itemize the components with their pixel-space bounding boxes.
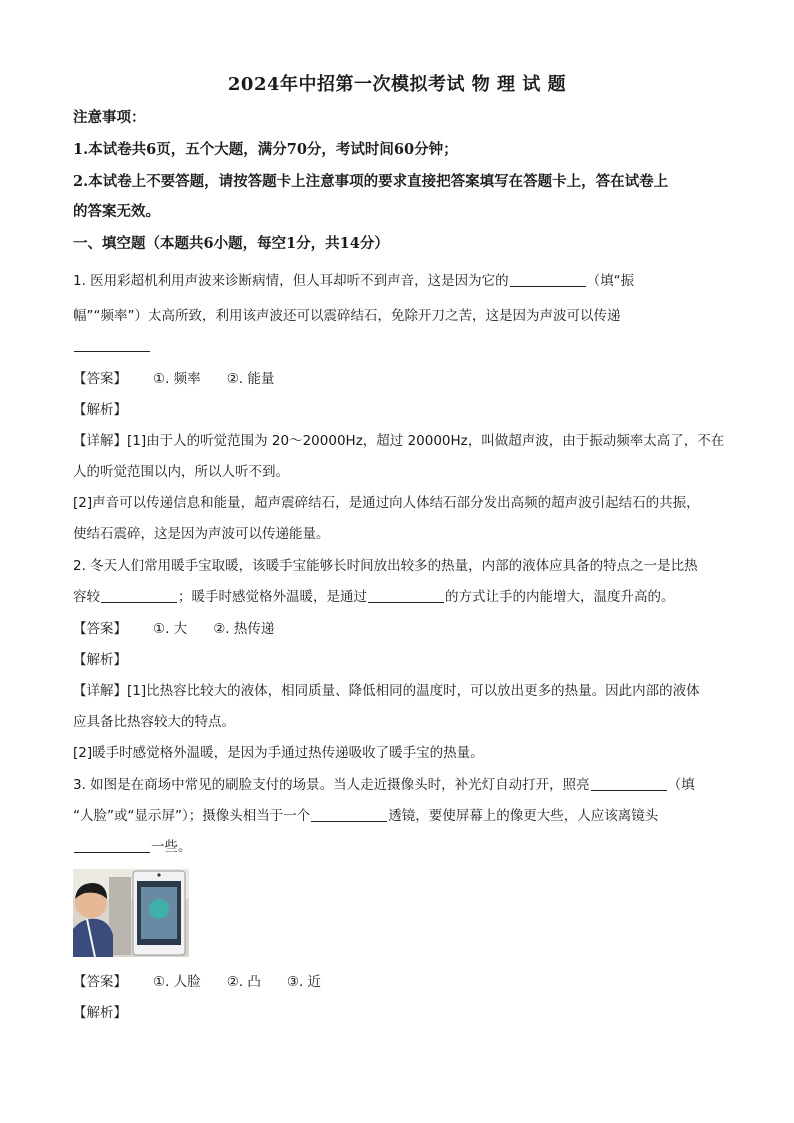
q3-answer-1: ①. 人脸 <box>153 974 201 990</box>
notice-heading: 注意事项： <box>73 109 146 126</box>
q2-text-b: ；暖手时感觉格外温暖，是通过 <box>178 589 367 605</box>
q3-line-2 <box>73 806 723 826</box>
q1-text-a: 1. 医用 <box>73 273 118 289</box>
q3-answer-2: ②. 凸 <box>226 974 261 990</box>
q2-detail-text-1: [1]比热容比较大的液体，相同质量、降低相同的温度时，可以放出更多的热量。因此内部的液体 <box>127 683 700 699</box>
face-payment-photo <box>73 869 189 957</box>
q2-detail-3: [2]暖手时感觉格外温暖，是因为手通过热传递吸收了暖手宝的热量。 <box>73 745 484 761</box>
exam-title: 2024年中招第一次模拟考试 物 理 试 题 <box>227 74 567 95</box>
answer-label: 【答案】 <box>73 974 127 990</box>
answer-blank <box>311 807 387 822</box>
q2-answer-1: ①. 大 <box>153 621 188 637</box>
q2-text-c: 的方式让手的内能增大，温度升高的。 <box>445 589 675 605</box>
answer-blank <box>74 337 150 352</box>
face-payment-illustration <box>73 869 189 957</box>
q1-detail-text-1: [1]由于人的听觉范围为 20～20000Hz，超过 20000Hz，叫做超声波，由于振动频率太高了，不在 <box>127 433 725 449</box>
q2-detail-1 <box>73 681 723 701</box>
q1-answer <box>73 369 723 389</box>
q2-line-2 <box>73 587 723 607</box>
q1-detail-1 <box>73 431 723 451</box>
q1-detail-2: 人的听觉范围以内，所以人听不到。 <box>73 464 289 480</box>
notice-line-1: 1.本试卷共6页，五个大题，满分70分，考试时间60分钟； <box>73 141 458 158</box>
q2-answer-2: ②. 热传递 <box>213 621 275 637</box>
q3-analysis-label: 【解析】 <box>73 1005 127 1021</box>
q2-text-a: 容较 <box>73 589 100 605</box>
detail-label: 【详解】 <box>73 683 127 699</box>
q2-answer <box>73 619 723 639</box>
q3-text-d: 透镜，要使屏幕上的像更大些，人应该离镜头 <box>388 808 659 824</box>
q3-text-a: 3. 如图是在商场中常见的刷脸支付的场景。当人走近摄像头时，补光灯自动打开，照亮 <box>73 777 590 793</box>
q3-line-3 <box>73 837 723 857</box>
q1-text-b: 彩超机利用声波来诊断病情，但人耳却听不到声音，这是因为它的 <box>117 273 509 289</box>
q1-analysis-label: 【解析】 <box>73 402 127 418</box>
answer-blank <box>368 588 444 603</box>
q3-text-b: （填 <box>667 777 695 793</box>
notice-line-2: 2.本试卷上不要答题，请按答题卡上注意事项的要求直接把答案填写在答题卡上，答在试卷上 <box>73 173 669 190</box>
q1-detail-4: 使结石震碎，这是因为声波可以传递能量。 <box>73 526 330 542</box>
answer-blank <box>101 588 177 603</box>
q2-detail-2: 应具备比热容较大的特点。 <box>73 714 235 730</box>
answer-blank <box>591 776 667 791</box>
q2-analysis-label: 【解析】 <box>73 652 127 668</box>
q1-line-3 <box>73 336 723 356</box>
q3-answer-3: ③. 近 <box>286 974 322 990</box>
detail-label: 【详解】 <box>73 433 127 449</box>
q3-text-e: 一些。 <box>151 839 192 855</box>
q1-answer-2: ②. 能量 <box>226 371 275 387</box>
q3-line-1 <box>73 775 723 795</box>
q3-text-c: “人脸”或“显示屏”）；摄像头相当于一个 <box>73 808 311 824</box>
notice-line-2-cont: 的答案无效。 <box>73 203 160 220</box>
q3-answer <box>73 972 723 992</box>
q1-detail-3: [2]声音可以传递信息和能量，超声震碎结石，是通过向人体结石部分发出高频的超声波引起结石的共振， <box>73 495 700 511</box>
answer-label: 【答案】 <box>73 621 127 637</box>
q1-answer-1: ①. 频率 <box>153 371 201 387</box>
q1-line-2: 幅”“频率”）太高所致，利用该声波还可以震碎结石，免除开刀之苦，这是因为声波可以传递 <box>73 308 621 324</box>
q1-text-c: （填“振 <box>586 273 635 289</box>
section-heading: 一、填空题（本题共6小题，每空1分，共14分） <box>73 235 389 252</box>
answer-blank <box>510 272 586 287</box>
answer-label: 【答案】 <box>73 371 127 387</box>
answer-blank <box>74 838 150 853</box>
q2-line-1: 2. 冬天人们常用暖手宝取暖，该暖手宝能够长时间放出较多的热量，内部的液体应具备的特点之一是比热 <box>73 558 698 574</box>
q1-line-1 <box>73 271 723 291</box>
